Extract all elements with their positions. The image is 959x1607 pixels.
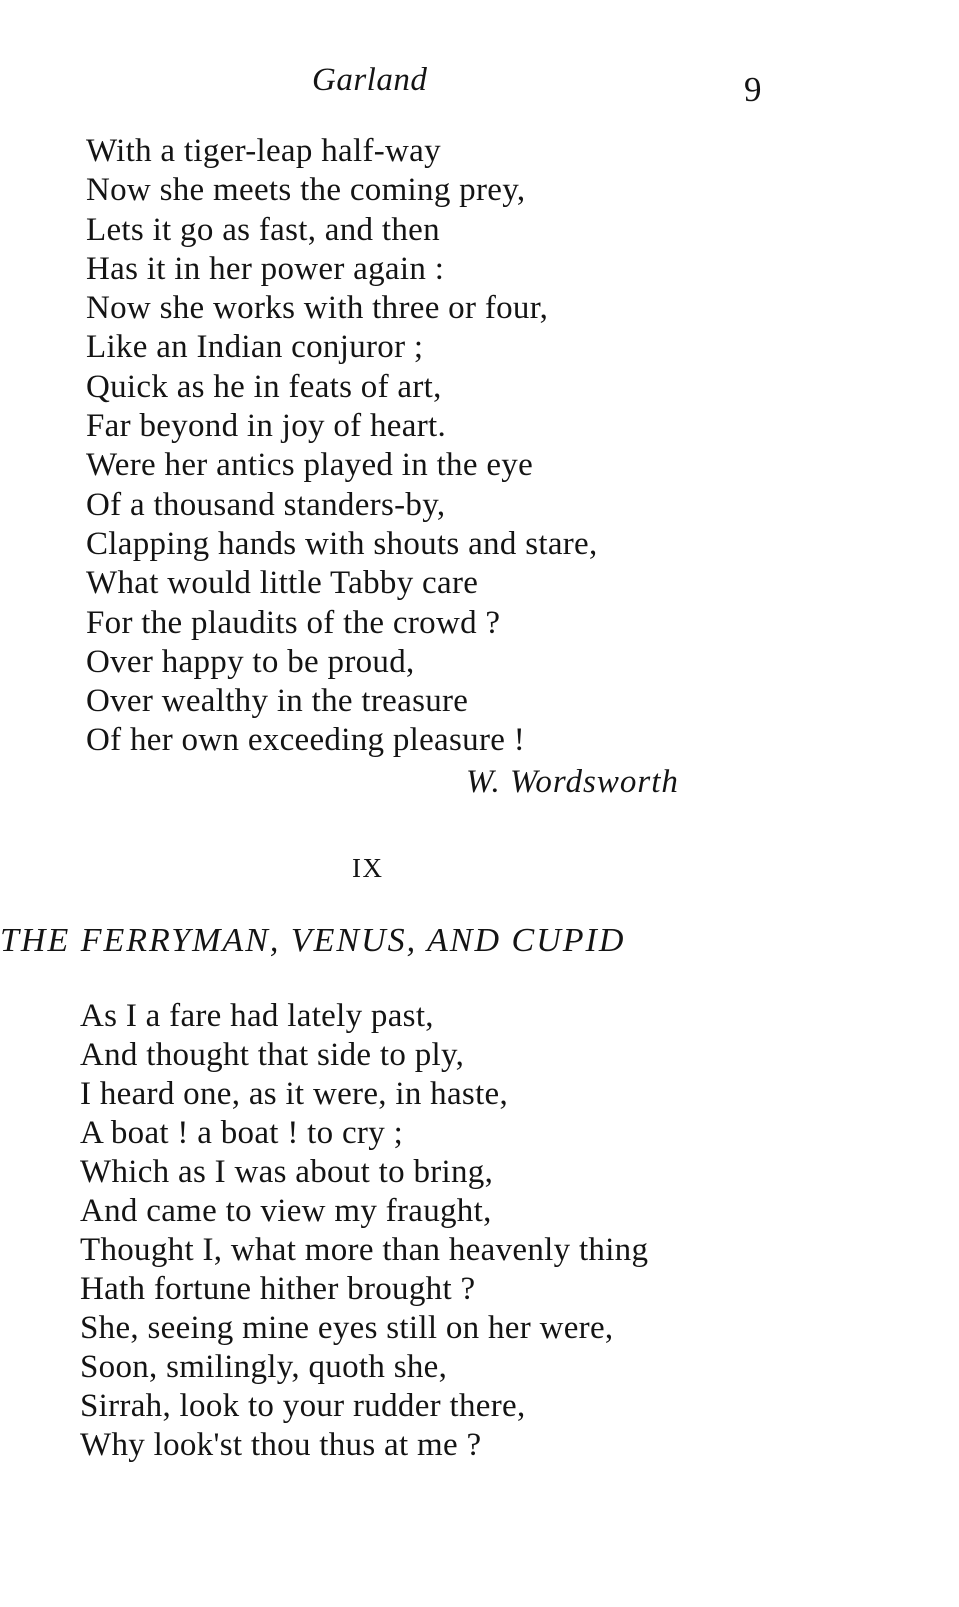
poem-line: Now she meets the coming prey, xyxy=(86,172,526,209)
poem-line: And came to view my fraught, xyxy=(80,1193,492,1229)
page-number: 9 xyxy=(744,70,762,109)
poem-wordsworth xyxy=(86,132,598,761)
poem-line: Far beyond in joy of heart. xyxy=(86,408,447,445)
poem-line: Over wealthy in the treasure xyxy=(86,683,469,720)
poem-line: For the plaudits of the crowd ? xyxy=(86,604,501,641)
section-title: THE FERRYMAN, VENUS, AND CUPID xyxy=(0,922,626,959)
running-title: Garland xyxy=(312,62,428,98)
poem-line: Sirrah, look to your rudder there, xyxy=(80,1388,526,1424)
poem-line: Soon, smilingly, quoth she, xyxy=(80,1349,448,1385)
poem-ferryman xyxy=(80,997,648,1465)
poem-line: As I a fare had lately past, xyxy=(80,998,434,1034)
poem-line: Thought I, what more than heavenly thing xyxy=(80,1232,649,1268)
poem-line: Of a thousand standers-by, xyxy=(86,486,446,523)
poem-line: Has it in her power again : xyxy=(86,250,445,287)
poem-line: What would little Tabby care xyxy=(86,565,479,602)
poem-line: Like an Indian conjuror ; xyxy=(86,329,424,366)
poem-line: She, seeing mine eyes still on her were, xyxy=(80,1310,614,1346)
poem-line: Lets it go as fast, and then xyxy=(86,211,440,248)
poem-line: With a tiger-leap half-way xyxy=(86,133,441,169)
poem-line: Clapping hands with shouts and stare, xyxy=(86,525,598,562)
poem-line: Which as I was about to bring, xyxy=(80,1154,494,1190)
poem-line: And thought that side to ply, xyxy=(80,1037,465,1073)
section-number: IX xyxy=(352,853,384,883)
poem-line: Quick as he in feats of art, xyxy=(86,368,442,405)
poem-attribution: W. Wordsworth xyxy=(466,764,679,800)
poem-line: Now she works with three or four, xyxy=(86,290,549,327)
poem-line: A boat ! a boat ! to cry ; xyxy=(80,1115,404,1151)
poem-line: Hath fortune hither brought ? xyxy=(80,1271,476,1307)
poem-line: Why look'st thou thus at me ? xyxy=(80,1427,482,1463)
running-head xyxy=(0,62,959,109)
poem-line: Were her antics played in the eye xyxy=(86,447,534,484)
poem-line: I heard one, as it were, in haste, xyxy=(80,1076,509,1112)
poem-line: Over happy to be proud, xyxy=(86,643,415,680)
poem-line: Of her own exceeding pleasure ! xyxy=(86,722,526,759)
